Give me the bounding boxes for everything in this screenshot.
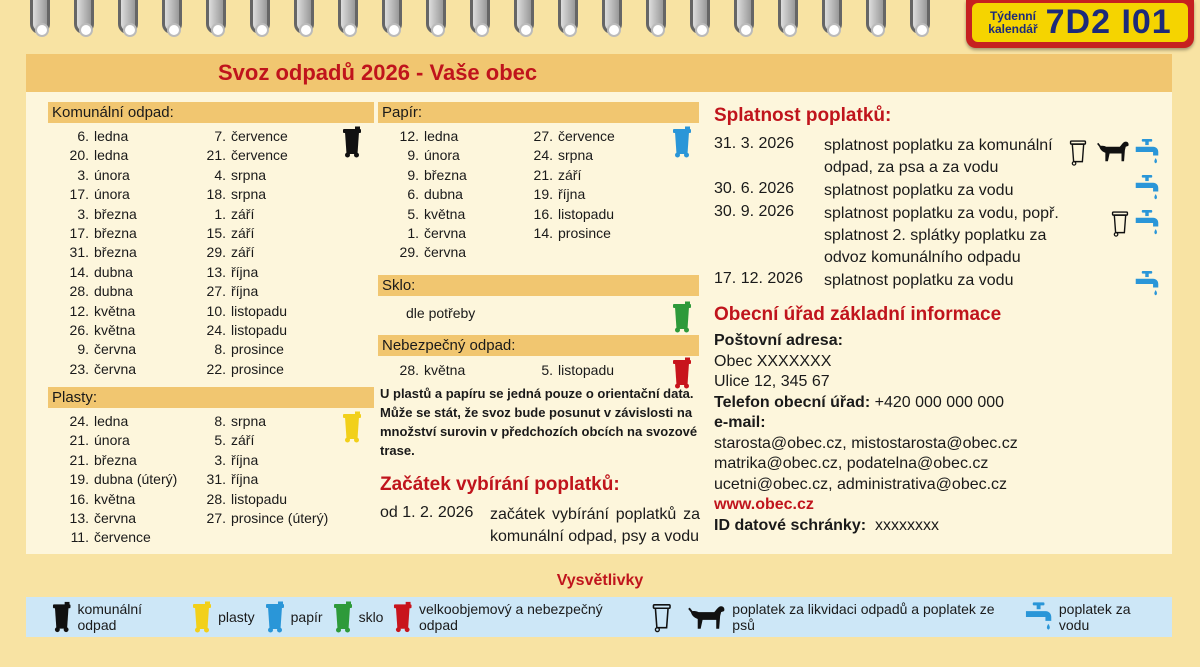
date-row: 31. října <box>206 471 259 488</box>
page-title: Svoz odpadů 2026 - Vaše obec <box>26 54 1172 92</box>
dog-icon <box>1096 138 1130 164</box>
blue-bin-icon <box>265 601 285 633</box>
date-row: 27. prosince (úterý) <box>206 509 329 526</box>
schedule-card <box>26 54 1172 554</box>
water-tap-icon <box>1134 174 1160 202</box>
date-row: 31. března <box>69 244 137 261</box>
yellow-bin-icon <box>192 601 212 633</box>
date-row: 28. listopadu <box>206 490 288 507</box>
urad-heading: Obecní úřad základní informace <box>714 304 1002 325</box>
date-row: 9. února <box>407 147 460 164</box>
date-row: 9. března <box>407 166 467 183</box>
date-row: 10. listopadu <box>206 302 288 319</box>
sklo-text: dle potřeby <box>406 305 476 321</box>
splatnost-row-2: 30. 6. 2026 splatnost poplatku za vodu <box>714 180 1014 199</box>
date-row: 29. září <box>206 244 255 261</box>
date-row: 27. října <box>206 283 259 300</box>
date-row: 26. května <box>69 321 136 338</box>
bin-outline-icon <box>652 601 671 633</box>
sklo-header: Sklo: <box>378 275 699 296</box>
email-line: ucetni@obec.cz, administrativa@obec.cz <box>714 475 1008 493</box>
plasty-header: Plasty: <box>48 387 374 408</box>
water-tap-icon <box>1134 270 1160 298</box>
date-row: 27. července <box>533 128 615 144</box>
papir-dates-col2 <box>510 128 698 244</box>
splatnost-row-3: 30. 9. 2026 splatnost poplatku za vodu, popř. splatnost 2. splátky poplatku za odvoz komunálního odpadu <box>714 203 1059 266</box>
date-row: 13. října <box>206 263 259 280</box>
date-row: 4. srpna <box>214 166 267 183</box>
date-row: 19. dubna (úterý) <box>69 471 178 488</box>
date-row: 24. listopadu <box>206 321 288 338</box>
date-row: 24. ledna <box>69 413 129 429</box>
date-row: 16. listopadu <box>533 205 615 222</box>
date-row: 24. srpna <box>533 147 594 164</box>
bin-outline-icon <box>1111 209 1129 237</box>
water-tap-icon <box>1024 601 1053 633</box>
zacatek-heading: Začátek vybírání poplatků: <box>380 474 620 495</box>
date-row: 9. června <box>77 341 137 358</box>
splatnost-row-1: 31. 3. 2026 splatnost poplatku za komunální odpad, za psa a za vodu <box>714 135 1053 176</box>
date-row: 17. února <box>69 186 130 203</box>
phone-number: +420 000 000 000 <box>874 393 1005 411</box>
date-row: 15. září <box>206 224 255 241</box>
date-row: 14. prosince <box>533 224 611 241</box>
urad-info: Poštovní adresa: Obec XXXXXXX Ulice 12, 345 67 Telefon obecní úřad: +420 000 000 000 e-mail: starosta@obec.cz, mistostarosta@obec.cz matrika@obec.cz, podatelna@obec.cz ucetni@obec.cz, administrativa@obec.cz www.obec.cz ID datové schránky: xxxxxxxx <box>714 331 1154 536</box>
nebezpecny-header: Nebezpečný odpad: <box>378 335 699 356</box>
legend-title: Vysvětlivky <box>556 572 644 589</box>
date-row: 13. června <box>69 509 137 526</box>
date-row: 28. dubna <box>69 283 133 300</box>
date-row: 7. července <box>214 128 288 144</box>
date-row: 21. února <box>69 432 130 449</box>
papir-header: Papír: <box>378 102 699 123</box>
date-row: 17. března <box>69 224 137 241</box>
date-row: 3. března <box>77 205 137 222</box>
date-row: 21. března <box>69 451 137 468</box>
date-row: 14. dubna <box>69 263 133 280</box>
yellow-bin-icon <box>342 411 362 443</box>
date-row: 29. června <box>399 244 467 261</box>
date-row: 3. února <box>77 166 130 183</box>
splatnost-heading: Splatnost poplatků: <box>714 105 892 126</box>
green-bin-icon <box>672 301 692 333</box>
date-row: 16. května <box>69 490 136 507</box>
date-row: 5. května <box>407 205 466 222</box>
date-row: 6. dubna <box>407 186 463 203</box>
date-row: 20. ledna <box>69 147 129 164</box>
date-row: 1. září <box>214 205 255 222</box>
red-bin-icon <box>393 601 413 633</box>
orientation-note: U plastů a papíru se jedná pouze o orientační data. Může se stát, že svoz bude posunut v závislosti na množství surovin v předchozích obcích na svozové trase. <box>380 386 698 458</box>
zacatek-row: od 1. 2. 2026 začátek vybírání poplatků za komunální odpad, psy a vodu <box>380 504 700 545</box>
date-row: 21. července <box>206 147 288 164</box>
dog-icon <box>687 602 726 632</box>
splatnost-row-4: 17. 12. 2026 splatnost poplatku za vodu <box>714 270 1014 289</box>
date-row: 12. května <box>69 302 136 319</box>
black-bin-icon <box>52 601 71 633</box>
date-row: 12. ledna <box>399 128 459 144</box>
date-row: 5. září <box>214 432 255 449</box>
date-row: 6. ledna <box>77 128 129 144</box>
nebezpecny-dates: 28. května 5. listopadu <box>399 362 615 378</box>
date-row: 23. června <box>69 360 137 377</box>
email-line: matrika@obec.cz, podatelna@obec.cz <box>714 455 989 472</box>
calendar-badge <box>966 0 1194 48</box>
date-row: 1. června <box>407 224 467 241</box>
blue-bin-icon <box>672 126 692 158</box>
green-bin-icon <box>333 601 353 633</box>
water-tap-icon <box>1134 209 1160 237</box>
date-row: 21. září <box>533 166 582 183</box>
legend-bar: komunální odpad plasty papír sklo velkoobjemový a nebezpečný odpad poplatek za likvidaci odpadů a poplatek ze psů poplatek za vodu <box>26 597 1172 637</box>
bin-outline-icon <box>1069 138 1087 166</box>
spiral-binding <box>30 0 930 36</box>
email-line: starosta@obec.cz, mistostarosta@obec.cz <box>714 434 1018 452</box>
date-row: 3. října <box>214 451 259 468</box>
badge-label: Týdenní kalendář <box>988 8 1038 36</box>
badge-code: 7D2 I01 <box>1045 3 1172 41</box>
date-row: 11. července <box>70 529 151 546</box>
water-tap-icon <box>1134 138 1160 166</box>
date-row: 18. srpna <box>206 186 267 203</box>
date-row: 8. srpna <box>214 413 267 429</box>
komunalni-dates-col2 <box>183 128 371 380</box>
date-row: 19. října <box>533 186 586 203</box>
website-link[interactable]: www.obec.cz <box>714 496 814 513</box>
komunalni-header: Komunální odpad: <box>48 102 374 123</box>
date-row: 8. prosince <box>214 341 284 358</box>
date-row: 22. prosince <box>206 360 284 377</box>
